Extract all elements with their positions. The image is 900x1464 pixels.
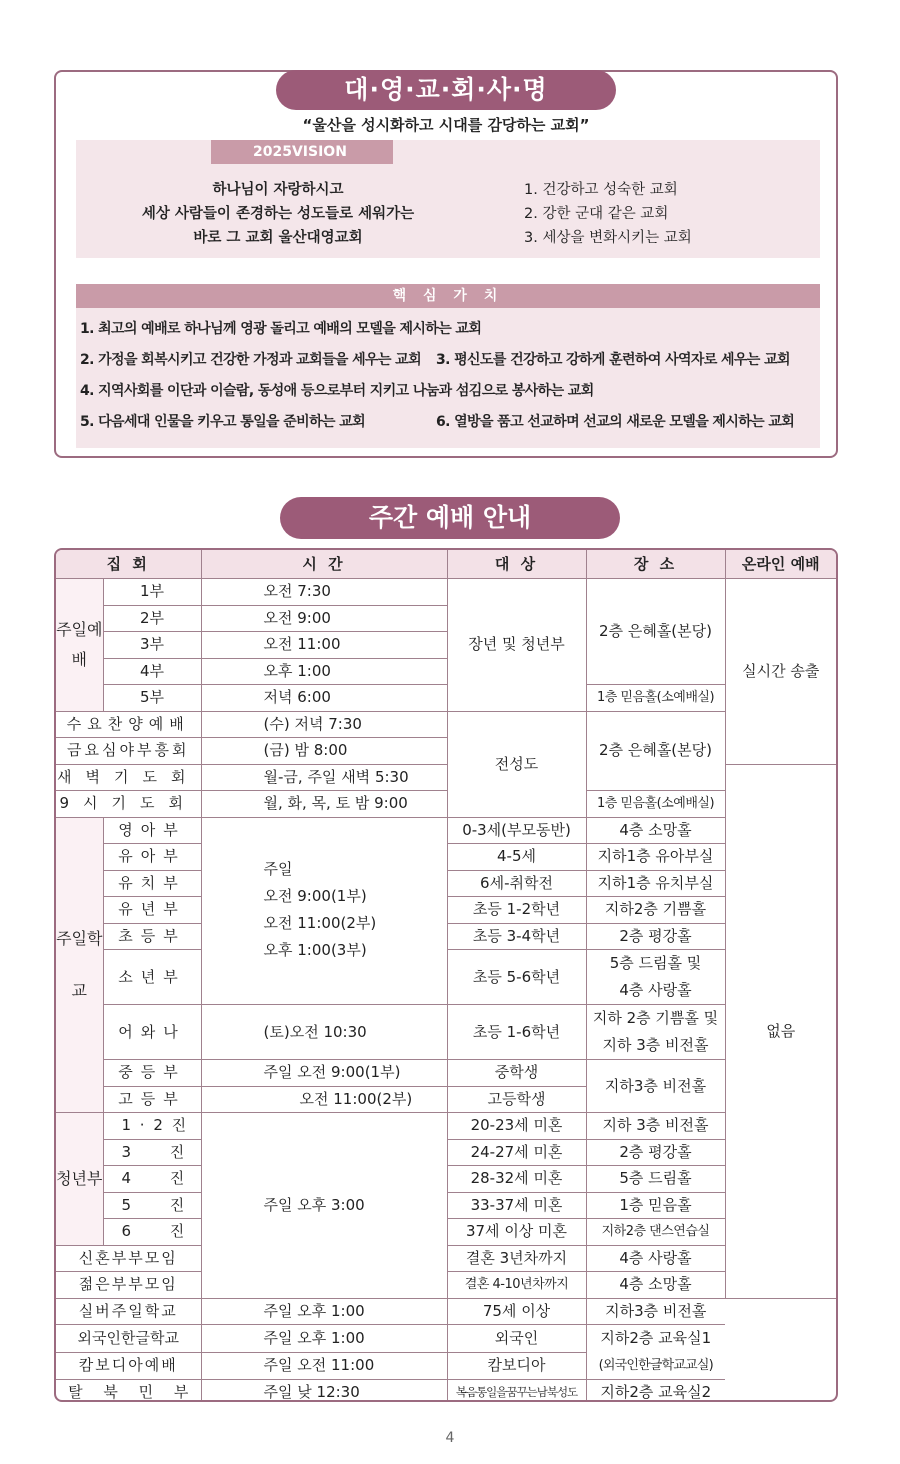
target-cell: 결혼 3년차까지 xyxy=(447,1245,586,1272)
mission-title: 대·영·교·회·사·명 xyxy=(276,70,616,110)
target-cell: 37세 이상 미혼 xyxy=(447,1219,586,1246)
time-line: 주일 xyxy=(263,859,293,878)
target-cell: 33-37세 미혼 xyxy=(447,1192,586,1219)
vision-panel xyxy=(76,140,820,258)
vision-goal: 2. 강한 군대 같은 교회 xyxy=(524,206,669,222)
gathering-name: 신혼부부모임 xyxy=(56,1245,201,1272)
vision-line: 하나님이 자랑하시고 xyxy=(212,182,344,198)
gathering-name: 실버주일학교 xyxy=(56,1298,201,1325)
place-cell: 지하2층 기쁨홀 xyxy=(586,897,725,924)
place-line: 4층 사랑홀 xyxy=(619,981,692,999)
header-place: 장 소 xyxy=(586,550,725,579)
core-value: 4. 지역사회를 이단과 이슬람, 동성애 등으로부터 지키고 나눔과 섬김으로 봉사하는 교회 xyxy=(80,383,594,399)
vision-statement xyxy=(118,178,438,250)
target-cell: 75세 이상 xyxy=(447,1298,586,1325)
gathering-name: 4부 xyxy=(103,658,201,685)
place-cell xyxy=(586,950,725,1005)
table-row xyxy=(56,1060,836,1087)
target-cell: 고등학생 xyxy=(447,1086,586,1113)
place-cell: 1층 믿음홀(소예배실) xyxy=(586,685,725,712)
gathering-name: 수요찬양예배 xyxy=(56,711,201,738)
core-value: 6. 열방을 품고 선교하며 선교의 새로운 모델을 제시하는 교회 xyxy=(436,414,795,430)
target-cell: 복음통일을꿈꾸는남북성도 xyxy=(447,1380,586,1403)
time-cell: 저녁 6:00 xyxy=(201,685,447,712)
gathering-name: 영아부 xyxy=(103,817,201,844)
place-cell: 지하3층 비전홀 xyxy=(586,1060,725,1113)
place-line: 지하 3층 비전홀 xyxy=(602,1036,709,1054)
target-cell: 캄보디아 xyxy=(447,1352,586,1380)
weekly-table xyxy=(56,550,836,1402)
group-sunday-school: 주일학교 xyxy=(56,817,103,1113)
target-cell: 4-5세 xyxy=(447,844,586,871)
core-value: 2. 가정을 회복시키고 건강한 가정과 교회들을 세우는 교회 xyxy=(80,352,422,368)
target-cell: 0-3세(부모동반) xyxy=(447,817,586,844)
time-cell: 오전 11:00 xyxy=(201,632,447,659)
table-row xyxy=(56,1380,836,1403)
vision-goal: 1. 건강하고 성숙한 교회 xyxy=(524,182,678,198)
table-header-row xyxy=(56,550,836,579)
place-cell xyxy=(586,1005,725,1060)
place-line: 지하2층 교육실1 xyxy=(600,1329,712,1347)
gathering-name: 어와나 xyxy=(103,1005,201,1060)
table-row xyxy=(56,579,836,606)
table-row xyxy=(56,1298,836,1325)
place-cell: 2층 평강홀 xyxy=(586,1139,725,1166)
target-cell: 초등 1-6학년 xyxy=(447,1005,586,1060)
place-cell: 지하1층 유치부실 xyxy=(586,870,725,897)
gathering-name: 캄보디아예배 xyxy=(56,1352,201,1380)
time-line: 오후 1:00(3부) xyxy=(263,940,367,959)
place-cell: 지하1층 유아부실 xyxy=(586,844,725,871)
gathering-name: 4 진 xyxy=(103,1166,201,1193)
gathering-name: 고등부 xyxy=(103,1086,201,1113)
core-values-title: 핵 심 가 치 xyxy=(76,284,820,308)
core-values-panel xyxy=(76,308,820,448)
target-cell: 6세-취학전 xyxy=(447,870,586,897)
place-cell: 4층 사랑홀 xyxy=(586,1245,725,1272)
place-cell: 4층 소망홀 xyxy=(586,817,725,844)
time-cell: 월-금, 주일 새벽 5:30 xyxy=(201,764,447,791)
mission-box xyxy=(54,70,838,458)
target-cell: 결혼 4-10년차까지 xyxy=(447,1272,586,1299)
table-row xyxy=(56,711,836,738)
target-cell: 24-27세 미혼 xyxy=(447,1139,586,1166)
place-cell: 2층 은혜홀(본당) xyxy=(586,711,725,791)
target-cell: 초등 1-2학년 xyxy=(447,897,586,924)
place-cell: 지하 3층 비전홀 xyxy=(586,1113,725,1140)
gathering-name: 3 진 xyxy=(103,1139,201,1166)
gathering-name: 유아부 xyxy=(103,844,201,871)
time-cell: 오전 9:00 xyxy=(201,605,447,632)
weekly-table-wrap xyxy=(54,548,838,1402)
gathering-name: 외국인한글학교 xyxy=(56,1325,201,1353)
place-line: 5층 드림홀 및 xyxy=(609,954,702,972)
time-cell: (금) 밤 8:00 xyxy=(201,738,447,765)
place-line: (외국인한글학교교실) xyxy=(598,1358,713,1373)
gathering-name: 새벽기도회 xyxy=(56,764,201,791)
time-line: 오전 9:00(1부) xyxy=(263,886,367,905)
header-target: 대 상 xyxy=(447,550,586,579)
target-cell: 20-23세 미혼 xyxy=(447,1113,586,1140)
time-cell: 오전 7:30 xyxy=(201,579,447,606)
place-cell xyxy=(586,1325,725,1380)
time-cell: 주일 오후 1:00 xyxy=(201,1298,447,1325)
gathering-name: 5부 xyxy=(103,685,201,712)
time-cell: 월, 화, 목, 토 밤 9:00 xyxy=(201,791,447,818)
gathering-name: 9시기도회 xyxy=(56,791,201,818)
place-cell: 2층 평강홀 xyxy=(586,923,725,950)
table-row xyxy=(56,685,836,712)
target-cell: 장년 및 청년부 xyxy=(447,579,586,712)
target-cell: 초등 3-4학년 xyxy=(447,923,586,950)
gathering-name: 6 진 xyxy=(103,1219,201,1246)
time-cell: (수) 저녁 7:30 xyxy=(201,711,447,738)
core-value: 1. 최고의 예배로 하나님께 영광 돌리고 예배의 모델을 제시하는 교회 xyxy=(80,321,482,337)
header-time: 시 간 xyxy=(201,550,447,579)
table-row xyxy=(56,817,836,844)
target-cell: 중학생 xyxy=(447,1060,586,1087)
table-row xyxy=(56,1113,836,1140)
place-cell: 지하2층 교육실2 xyxy=(586,1380,725,1403)
time-cell: (토)오전 10:30 xyxy=(201,1005,447,1060)
time-line: 오전 11:00(2부) xyxy=(263,913,377,932)
place-cell: 2층 은혜홀(본당) xyxy=(586,579,725,685)
time-cell: 오후 1:00 xyxy=(201,658,447,685)
time-cell: 주일 오전 11:00 xyxy=(201,1352,447,1380)
place-line: 지하 2층 기쁨홀 및 xyxy=(592,1009,719,1027)
gathering-name: 중등부 xyxy=(103,1060,201,1087)
place-cell: 1층 믿음홀(소예배실) xyxy=(586,791,725,818)
gathering-name: 2부 xyxy=(103,605,201,632)
place-cell: 지하2층 댄스연습실 xyxy=(586,1219,725,1246)
target-cell: 28-32세 미혼 xyxy=(447,1166,586,1193)
gathering-name: 탈 북 민 부 xyxy=(56,1380,201,1403)
place-cell: 5층 드림홀 xyxy=(586,1166,725,1193)
time-cell: 주일 오후 1:00 xyxy=(201,1325,447,1353)
time-cell: 주일 오후 3:00 xyxy=(201,1113,447,1299)
gathering-name: 1부 xyxy=(103,579,201,606)
vision-line: 바로 그 교회 울산대영교회 xyxy=(193,230,363,246)
gathering-name: 1 · 2 진 xyxy=(103,1113,201,1140)
time-cell xyxy=(201,817,447,1005)
vision-tag: 2025VISION xyxy=(211,140,393,164)
core-value: 5. 다음세대 인물을 키우고 통일을 준비하는 교회 xyxy=(80,414,366,430)
gathering-name: 초등부 xyxy=(103,923,201,950)
table-row xyxy=(56,1325,836,1353)
place-cell: 1층 믿음홀 xyxy=(586,1192,725,1219)
time-cell: 주일 오전 9:00(1부) xyxy=(201,1060,447,1087)
group-young-adults: 청년부 xyxy=(56,1113,103,1246)
target-cell: 외국인 xyxy=(447,1325,586,1353)
place-cell: 4층 소망홀 xyxy=(586,1272,725,1299)
page-number: 4 xyxy=(445,1430,455,1446)
vision-line: 세상 사람들이 존경하는 성도들로 세워가는 xyxy=(141,206,415,222)
online-cell: 없음 xyxy=(725,764,836,1298)
gathering-name: 유치부 xyxy=(103,870,201,897)
gathering-name: 3부 xyxy=(103,632,201,659)
target-cell: 전성도 xyxy=(447,711,586,817)
time-cell: 주일 낮 12:30 xyxy=(201,1380,447,1403)
table-row xyxy=(56,791,836,818)
gathering-name: 젊은부부모임 xyxy=(56,1272,201,1299)
core-value: 3. 평신도를 건강하고 강하게 훈련하여 사역자로 세우는 교회 xyxy=(436,352,790,368)
gathering-name: 금요심야부흥회 xyxy=(56,738,201,765)
gathering-name: 소년부 xyxy=(103,950,201,1005)
vision-goal: 3. 세상을 변화시키는 교회 xyxy=(524,230,692,246)
place-cell: 지하3층 비전홀 xyxy=(586,1298,725,1325)
gathering-name: 유년부 xyxy=(103,897,201,924)
time-cell: 오전 11:00(2부) xyxy=(201,1086,447,1113)
weekly-title: 주간 예배 안내 xyxy=(280,497,620,539)
online-cell: 실시간 송출 xyxy=(725,579,836,765)
slogan: “울산을 성시화하고 시대를 감당하는 교회” xyxy=(302,116,590,134)
gathering-name: 5 진 xyxy=(103,1192,201,1219)
header-gathering: 집 회 xyxy=(56,550,201,579)
header-online: 온라인 예배 xyxy=(725,550,836,579)
target-cell: 초등 5-6학년 xyxy=(447,950,586,1005)
vision-goals xyxy=(524,178,692,250)
group-sunday-service: 주일예배 xyxy=(56,579,103,712)
